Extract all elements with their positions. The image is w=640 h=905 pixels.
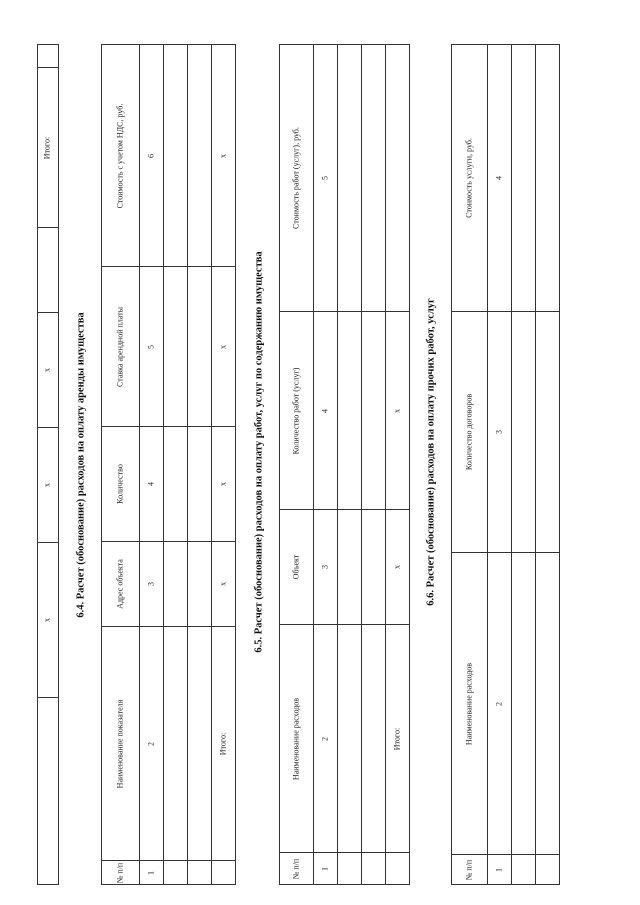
total-x-3: х [218, 344, 228, 349]
total-x-1: х [218, 582, 228, 586]
data-cell [512, 45, 536, 312]
num-1: 1 [320, 866, 330, 871]
data-cell [338, 625, 362, 853]
data-cell [164, 427, 188, 542]
data-cell [536, 553, 560, 855]
header-stavka: Ставка арендной платы [115, 306, 125, 387]
header-adres-cell [102, 542, 140, 627]
top-total-strip [37, 44, 59, 885]
header-stoimost-uslugi-cell [452, 45, 488, 312]
top-total-x-cell-2 [38, 428, 59, 543]
num-4-cell [314, 312, 338, 510]
data-cell [362, 853, 386, 885]
data-cell [164, 861, 188, 885]
data-cell [536, 312, 560, 553]
data-cell [512, 312, 536, 553]
header-kolichestvo-cell [102, 427, 140, 542]
top-total-label: Итого: [42, 136, 52, 159]
header-adres: Адрес объекта [115, 559, 125, 609]
section-6-6-title: 6.6. Расчет (обоснование) расходов на оплату прочих работ, услуг [425, 298, 437, 606]
num-6: 6 [146, 153, 156, 158]
total-x-cell-1 [386, 510, 410, 625]
num-4: 4 [320, 408, 330, 413]
data-cell [188, 427, 212, 542]
header-naimenovanie-cell [102, 627, 140, 861]
data-cell [338, 510, 362, 625]
data-cell [536, 45, 560, 312]
top-total-x-cell-1 [38, 313, 59, 428]
num-1: 1 [146, 870, 156, 875]
header-naimenovanie-rashodov: Наименование расходов [291, 697, 301, 780]
header-n-cell [280, 853, 314, 885]
num-4-cell [140, 427, 164, 542]
num-1-cell [140, 861, 164, 885]
total-x-2: х [392, 408, 402, 413]
top-total-empty-cell [38, 45, 59, 68]
header-obekt: Объект [291, 554, 301, 580]
header-n: № п/п [291, 858, 301, 879]
data-cell [338, 45, 362, 312]
data-cell [362, 312, 386, 510]
total-x-cell-2 [212, 427, 236, 542]
top-total-empty-cell-3 [38, 698, 59, 885]
num-6-cell [140, 45, 164, 267]
num-1: 1 [494, 867, 504, 872]
data-cell [188, 267, 212, 427]
total-x-4: х [218, 153, 228, 158]
header-naimenovanie-rashodov-cell [452, 553, 488, 855]
num-2-cell [488, 553, 512, 855]
num-2: 2 [146, 741, 156, 746]
top-total-empty-cell-2 [38, 228, 59, 313]
num-3-cell [314, 510, 338, 625]
data-cell [338, 312, 362, 510]
num-5: 5 [146, 344, 156, 349]
header-stoimost-cell [102, 45, 140, 267]
data-cell [386, 45, 410, 312]
header-obekt-cell [280, 510, 314, 625]
data-cell [362, 625, 386, 853]
num-5-cell [314, 45, 338, 312]
num-1-cell [314, 853, 338, 885]
num-2-cell [314, 625, 338, 853]
data-cell [362, 45, 386, 312]
num-4: 4 [494, 176, 504, 180]
header-kolichestvo: Количество [115, 464, 125, 504]
total-x-cell-1 [212, 542, 236, 627]
num-2: 2 [494, 701, 504, 706]
data-cell [188, 45, 212, 267]
top-total-x-3: х [42, 618, 52, 622]
num-2: 2 [320, 736, 330, 741]
header-stoimost-uslugi: Стоимость услуги, руб. [464, 138, 474, 218]
num-1-cell [488, 855, 512, 885]
data-cell [536, 855, 560, 885]
data-cell [188, 861, 212, 885]
header-n: № п/п [464, 859, 474, 880]
data-cell [164, 627, 188, 861]
header-kolichestvo-rabot-cell [280, 312, 314, 510]
data-cell [512, 553, 536, 855]
data-cell [512, 855, 536, 885]
total-label-cell [212, 627, 236, 861]
data-cell [386, 853, 410, 885]
data-cell [362, 510, 386, 625]
num-5-cell [140, 267, 164, 427]
total-label-cell [386, 625, 410, 853]
top-total-x-2: х [42, 483, 52, 487]
total-x-1: х [392, 565, 402, 569]
num-3: 3 [320, 565, 330, 569]
header-naimenovanie-rashodov: Наименование расходов [464, 662, 474, 745]
section-6-5-title: 6.5. Расчет (обоснование) расходов на оплату работ, услуг по содержанию имущества [253, 251, 265, 653]
total-x-2: х [218, 482, 228, 486]
top-total-x-cell-3 [38, 543, 59, 698]
header-stoimost-rabot-cell [280, 45, 314, 312]
total-x-cell-2 [386, 312, 410, 510]
header-stavka-cell [102, 267, 140, 427]
section-6-6-table [451, 44, 560, 885]
header-naimenovanie-rashodov-cell [280, 625, 314, 853]
data-cell [212, 861, 236, 885]
num-3-cell [488, 312, 512, 553]
header-n: № п/п [115, 862, 125, 883]
header-kolichestvo-dogovorov-cell [452, 312, 488, 553]
top-total-x-1: х [42, 368, 52, 372]
num-4: 4 [146, 482, 156, 486]
top-total-label-cell [38, 68, 59, 228]
header-naimenovanie: Наименование показателя [115, 699, 125, 788]
header-n-cell [452, 855, 488, 885]
header-n-cell [102, 861, 140, 885]
data-cell [164, 45, 188, 267]
header-kolichestvo-dogovorov: Количество договоров [464, 393, 474, 471]
header-stoimost-rabot: Стоимость работ (услуг), руб. [291, 127, 301, 229]
section-6-4-table [101, 44, 236, 885]
total-label: Итого: [218, 732, 228, 755]
header-stoimost: Стоимость с учетом НДС, руб. [115, 103, 125, 208]
num-3-cell [140, 542, 164, 627]
num-4-cell [488, 45, 512, 312]
num-3: 3 [146, 582, 156, 586]
section-6-4-title: 6.4. Расчет (обоснование) расходов на оплату аренды имущества [75, 312, 87, 618]
num-5: 5 [320, 176, 330, 180]
total-x-cell-4 [212, 45, 236, 267]
data-cell [338, 853, 362, 885]
section-6-5-table [279, 44, 410, 885]
num-3: 3 [494, 430, 504, 434]
total-x-cell-3 [212, 267, 236, 427]
data-cell [188, 542, 212, 627]
data-cell [164, 267, 188, 427]
data-cell [164, 542, 188, 627]
num-2-cell [140, 627, 164, 861]
header-kolichestvo-rabot: Количество работ (услуг) [291, 367, 301, 454]
data-cell [188, 627, 212, 861]
total-label: Итого: [392, 727, 402, 750]
